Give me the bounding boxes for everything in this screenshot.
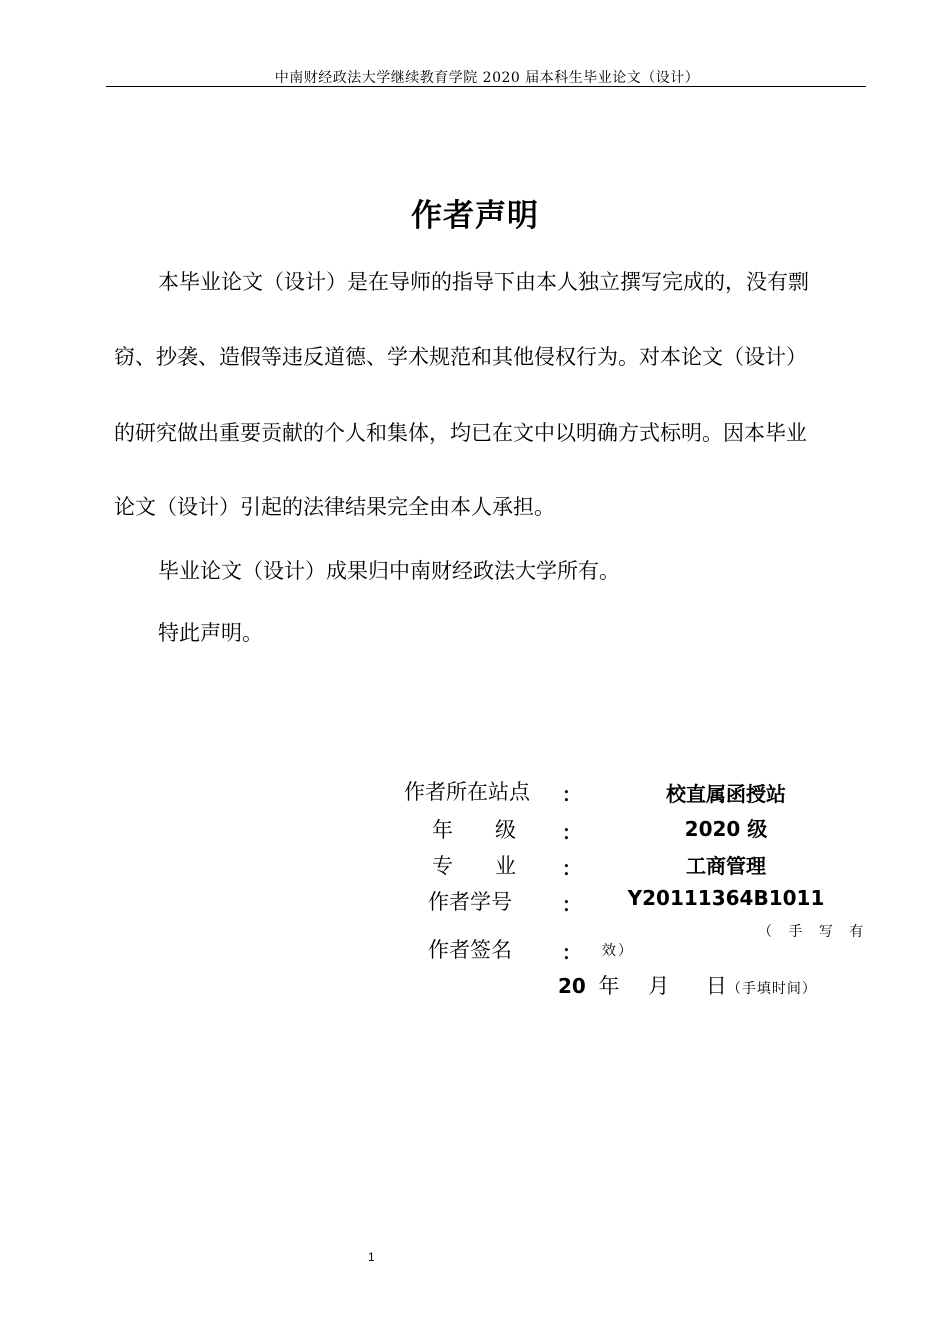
body-line-2: 窃、抄袭、造假等违反道德、学术规范和其他侵权行为。对本论文（设计） [114,345,807,369]
date-note: （手填时间） [726,981,817,997]
date-day-char: 日 [705,974,727,998]
signature-colon: ： [562,942,582,964]
ownership-statement: 毕业论文（设计）成果归中南财经政法大学所有。 [158,559,620,583]
body-line-4: 论文（设计）引起的法律结果完全由本人承担。 [114,495,555,519]
station-label: 作者所在站点 [404,780,530,804]
student-id-colon: ： [562,894,582,916]
date-year-char: 年 [598,974,620,998]
handwrite-note-line-2: 效） [602,943,634,959]
major-value: 工商管理 [686,854,766,878]
grade-value: 2020 级 [684,817,768,841]
station-colon: ： [562,784,582,806]
student-id-label: 作者学号 [428,890,512,914]
page-number: 1 [368,1250,375,1264]
date-month-char: 月 [648,974,670,998]
document-title: 作者声明 [411,198,539,234]
body-line-1: 本毕业论文（设计）是在导师的指导下由本人独立撰写完成的，没有剽 [158,270,809,294]
grade-colon: ： [562,822,582,844]
page-header: 中南财经政法大学继续教育学院 2020 届本科生毕业论文（设计） [274,70,700,86]
signature-label: 作者签名 [428,938,512,962]
header-divider [106,86,866,87]
date-year-prefix: 20 [558,974,586,998]
major-label: 专 业 [432,854,516,878]
body-line-3: 的研究做出重要贡献的个人和集体，均已在文中以明确方式标明。因本毕业 [114,421,807,445]
student-id-value: Y20111364B1011 [627,886,825,910]
handwrite-note-line-1: （ 手 写 有 [758,924,870,940]
grade-label: 年 级 [432,818,516,842]
station-value: 校直属函授站 [666,782,786,806]
major-colon: ： [562,858,582,880]
declaration-closing: 特此声明。 [158,621,263,645]
date-line [558,970,817,1000]
